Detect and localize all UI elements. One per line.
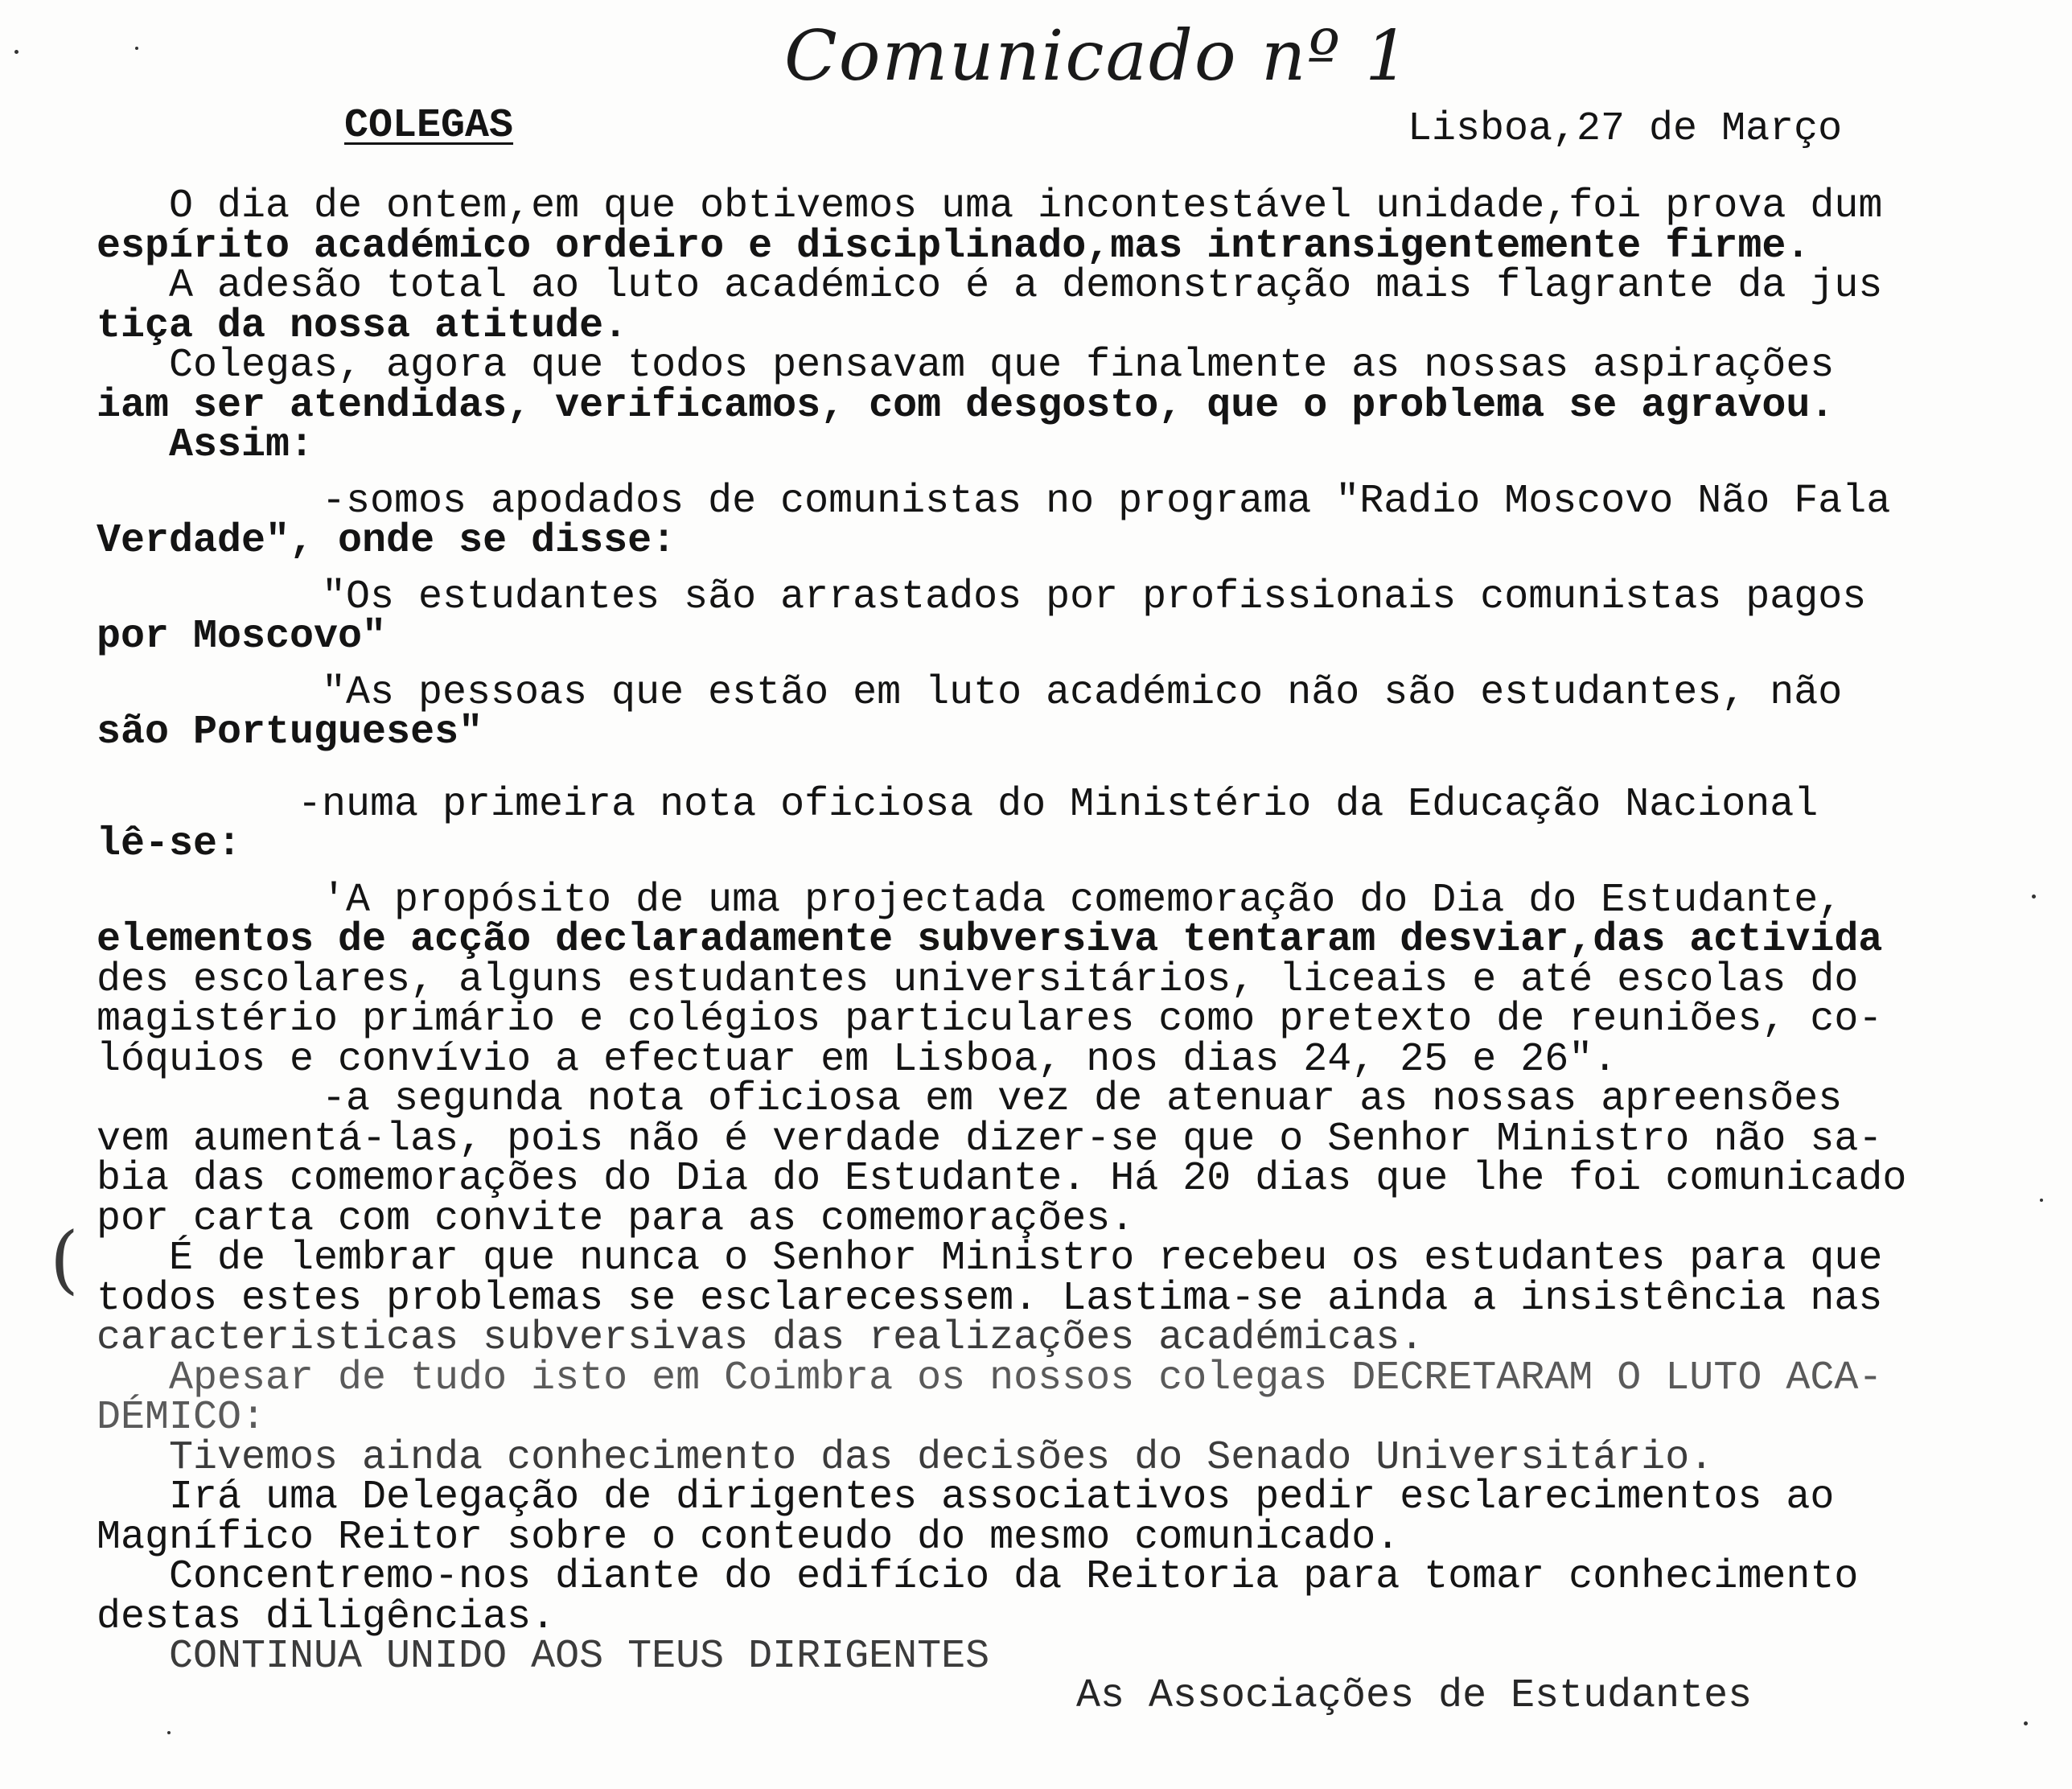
salutation: COLEGAS xyxy=(344,103,514,149)
body-line: -somos apodados de comunistas no programa "Radio Moscovo Não Fala xyxy=(322,478,1891,524)
body-line: Apesar de tudo isto em Coimbra os nossos colegas DECRETARAM O LUTO ACA- xyxy=(169,1355,1883,1401)
body-line: vem aumentá-las, pois não é verdade dizer-se que o Senhor Ministro não sa- xyxy=(97,1116,1883,1162)
dateline: Lisboa,27 de Março xyxy=(1408,106,1843,152)
body-line: são Portugueses" xyxy=(97,709,483,755)
body-line: -numa primeira nota oficiosa do Ministério da Educação Nacional xyxy=(298,781,1819,828)
body-line: É de lembrar que nunca o Senhor Ministro recebeu os estudantes para que xyxy=(169,1236,1883,1281)
body-line: Tivemos ainda conhecimento das decisões do Senado Universitário. xyxy=(169,1434,1714,1481)
body-line: Irá uma Delegação de dirigentes associativos pedir esclarecimentos ao xyxy=(169,1474,1835,1520)
handwritten-title: Comunicado nº 1 xyxy=(784,16,1411,97)
body-line: des escolares, alguns estudantes universitários, liceais e até escolas do xyxy=(97,956,1859,1003)
body-line: O dia de ontem,em que obtivemos uma incontestável unidade,foi prova dum xyxy=(169,183,1883,229)
letter-body xyxy=(97,183,1971,1680)
body-line: por carta com convite para as comemorações. xyxy=(97,1195,1135,1242)
body-line: tiça da nossa atitude. xyxy=(97,302,628,349)
body-line: -a segunda nota oficiosa em vez de atenuar as nossas apreensões xyxy=(322,1076,1843,1122)
body-line: caracteristicas subversivas das realizações académicas. xyxy=(97,1315,1424,1361)
ink-speck xyxy=(14,50,18,54)
ink-speck xyxy=(167,1731,171,1734)
ink-speck xyxy=(2024,1721,2028,1725)
body-line: "Os estudantes são arrastados por profissionais comunistas pagos xyxy=(322,574,1867,620)
body-line: lê-se: xyxy=(97,821,242,867)
body-line: destas diligências. xyxy=(97,1594,556,1640)
body-line: Assim: xyxy=(169,422,314,468)
body-line: bia das comemorações do Dia do Estudante. Há 20 dias que lhe foi comunicado xyxy=(97,1156,1907,1202)
body-line: 'A propósito de uma projectada comemoração do Dia do Estudante, xyxy=(322,877,1843,923)
body-line: por Moscovo" xyxy=(97,614,387,660)
body-line: "As pessoas que estão em luto académico não são estudantes, não xyxy=(322,669,1843,716)
body-line: todos estes problemas se esclarecessem. Lastima-se ainda a insistência nas xyxy=(97,1275,1883,1322)
signature: As Associações de Estudantes xyxy=(1076,1673,1753,1719)
body-line: Colegas, agora que todos pensavam que finalmente as nossas aspirações xyxy=(169,343,1835,389)
body-line: Magnífico Reitor sobre o conteudo do mesmo comunicado. xyxy=(97,1514,1400,1561)
body-line: espírito académico ordeiro e disciplinado,mas intransigentemente firme. xyxy=(97,223,1811,269)
body-line: CONTINUA UNIDO AOS TEUS DIRIGENTES xyxy=(169,1634,990,1680)
body-line: iam ser atendidas, verificamos, com desgosto, que o problema se agravou. xyxy=(97,382,1835,429)
body-line: Verdade", onde se disse: xyxy=(97,518,676,564)
ink-speck xyxy=(135,47,138,50)
body-line: elementos de acção declaradamente subversiva tentaram desviar,das activida xyxy=(97,917,1883,963)
ink-speck xyxy=(2040,1199,2043,1202)
handwritten-bracket-mark: ( xyxy=(50,1216,79,1302)
body-line: Concentremo-nos diante do edifício da Reitoria para tomar conhecimento xyxy=(169,1554,1859,1600)
body-line: magistério primário e colégios particulares como pretexto de reuniões, co- xyxy=(97,997,1883,1043)
body-line: lóquios e convívio a efectuar em Lisboa, nos dias 24, 25 e 26". xyxy=(97,1036,1618,1083)
body-line: A adesão total ao luto académico é a demonstração mais flagrante da jus xyxy=(169,263,1883,309)
body-line: DÉMICO: xyxy=(97,1395,266,1441)
ink-speck xyxy=(2032,894,2036,899)
